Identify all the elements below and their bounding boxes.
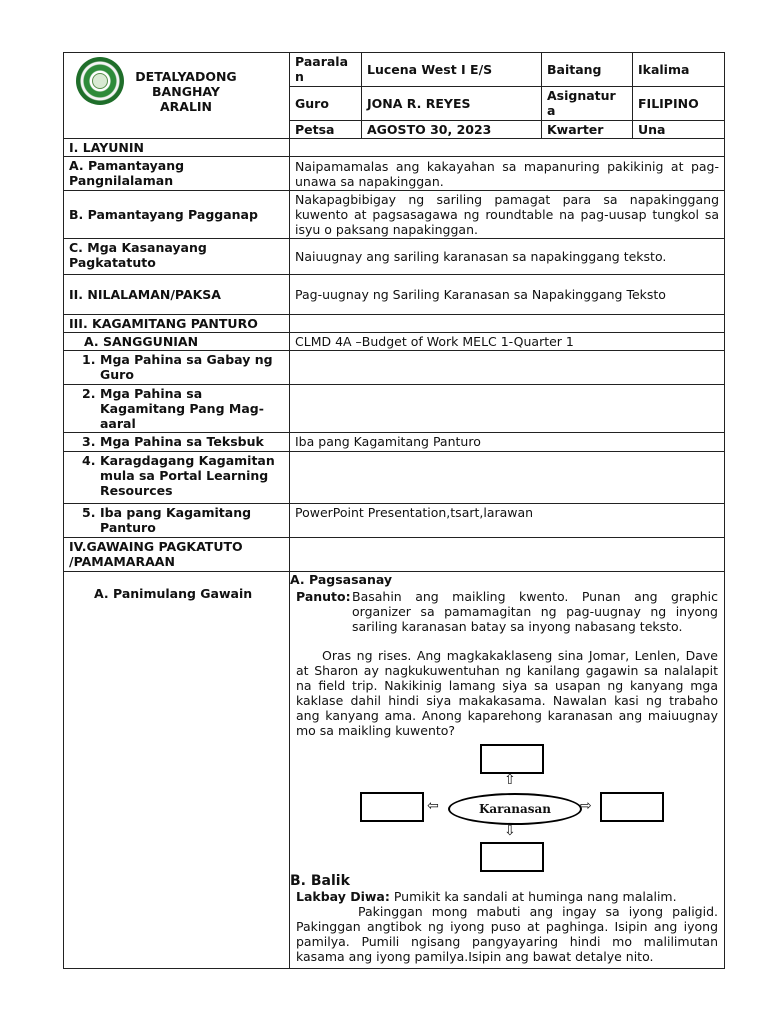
gawaing-pagkatuto-heading: IV.GAWAING PAGKATUTO /PAMAMARAAN — [64, 538, 290, 572]
panuto — [290, 589, 718, 634]
kwarter-value: Una — [633, 121, 725, 139]
lakbay-diwa — [290, 889, 718, 964]
petsa-value: AGOSTO 30, 2023 — [362, 121, 542, 139]
panimulang-gawain-label: A. Panimulang Gawain — [64, 572, 290, 969]
kagamitang-panturo-heading: III. KAGAMITANG PANTURO — [64, 315, 290, 333]
organizer-center-oval: Karanasan — [448, 793, 582, 825]
panuto-text: Basahin ang maikling kwento. Punan ang graphic organizer sa pamamagitan ng pag-uugnay ng inyong sariling karanasan batay sa inyong nabasang teksto. — [352, 589, 718, 634]
sanggunian-value: CLMD 4A –Budget of Work MELC 1-Quarter 1 — [290, 333, 725, 351]
lakbay-diwa-text: Pakinggan mong mabuti ang ingay sa iyong paligid. Pakinggan angtibok ng iyong puso at paghinga. Isipin ang iyong pamilya. Pumili ngisang pangyayaring hindi mo malilimutan kasama ang iyong pamilya.Isipin ang bawat detalye nito. — [296, 904, 718, 964]
kasanayang-pagkatuto-value: Naiuugnay ang sariling karanasan sa napakinggang teksto. — [290, 239, 725, 275]
panimulang-gawain-content — [290, 572, 725, 969]
nilalaman-label: II. NILALAMAN/PAKSA — [64, 275, 290, 315]
organizer-box-top — [480, 744, 544, 774]
organizer-box-left — [360, 792, 424, 822]
guro-label: Guro — [290, 87, 362, 121]
nilalaman-value: Pag-uugnay ng Sariling Karanasan sa Napakinggang Teksto — [290, 275, 725, 315]
baitang-value: Ikalima — [633, 53, 725, 87]
teksbuk-label: 3. Mga Pahina sa Teksbuk — [64, 433, 290, 452]
pamantayang-pagganap-label: B. Pamantayang Pagganap — [64, 191, 290, 239]
lakbay-diwa-first: Pumikit ka sandali at huminga nang malalim. — [393, 889, 677, 904]
school-seal-logo — [76, 57, 124, 105]
pamantayang-pagganap-value: Nakapagbibigay ng sariling pamagat para sa napakinggang kuwento at pagsasagawa ng roundtable na pag-uusap tungkol sa isyu o paksang napakinggan. — [290, 191, 725, 239]
balik-heading: B. Balik — [290, 873, 350, 889]
pamantayang-pangnilalaman-value: Naipamamalas ang kakayahan sa mapanuring pakikinig at pag-unawa sa napakinggan. — [290, 157, 725, 191]
header-title-cell — [64, 53, 290, 139]
asignatura-value: FILIPINO — [633, 87, 725, 121]
graphic-organizer — [290, 744, 718, 872]
arrow-left-icon: ⇦ — [427, 798, 439, 814]
gabay-guro-label: 1. Mga Pahina sa Gabay ng Guro — [64, 351, 290, 385]
document-title: DETALYADONG BANGHAY ARALIN — [135, 69, 237, 114]
kwarter-label: Kwarter — [542, 121, 633, 139]
petsa-label: Petsa — [290, 121, 362, 139]
guro-value: JONA R. REYES — [362, 87, 542, 121]
paaralan-value: Lucena West I E/S — [362, 53, 542, 87]
teksbuk-value: Iba pang Kagamitang Panturo — [290, 433, 725, 452]
lesson-plan-table — [63, 52, 725, 969]
kagamitang-mag-aaral-label: 2. Mga Pahina sa Kagamitang Pang Mag-aaral — [64, 385, 290, 433]
iba-pang-kagamitan-value: PowerPoint Presentation,tsart,larawan — [290, 504, 725, 538]
lakbay-diwa-label: Lakbay Diwa: — [296, 889, 390, 904]
arrow-down-icon: ⇩ — [504, 823, 516, 839]
pamantayang-pangnilalaman-label: A. Pamantayang Pangnilalaman — [64, 157, 290, 191]
arrow-right-icon: ⇨ — [580, 798, 592, 814]
baitang-label: Baitang — [542, 53, 633, 87]
layunin-heading: I. LAYUNIN — [64, 139, 290, 157]
pagsasanay-heading: A. Pagsasanay — [290, 572, 393, 587]
lesson-plan-page — [63, 52, 724, 977]
kasanayang-pagkatuto-label: C. Mga Kasanayang Pagkatatuto — [64, 239, 290, 275]
portal-resources-label: 4. Karagdagang Kagamitan mula sa Portal Learning Resources — [64, 452, 290, 504]
maikling-kwento: Oras ng rises. Ang magkakaklaseng sina Jomar, Lenlen, Dave at Sharon ay nagkukuwentuhan ng kanilang gagawin sa nalalapit na field trip. Nakikinig lamang siya sa usapan ng kanyang mga kaklase dahil hindi siya makakasama. Nawalan kasi ng trabaho ang kanyang ama. Anong kaparehong karanasan ang maiuugnay mo sa maikling kuwento? — [296, 648, 718, 738]
asignatura-label: Asignatur a — [542, 87, 633, 121]
panuto-label: Panuto: — [296, 589, 351, 604]
organizer-box-bottom — [480, 842, 544, 872]
organizer-box-right — [600, 792, 664, 822]
sanggunian-label: A. SANGGUNIAN — [64, 333, 290, 351]
iba-pang-kagamitan-label: 5. Iba pang Kagamitang Panturo — [64, 504, 290, 538]
arrow-up-icon: ⇧ — [504, 772, 516, 788]
paaralan-label: Paarala n — [290, 53, 362, 87]
